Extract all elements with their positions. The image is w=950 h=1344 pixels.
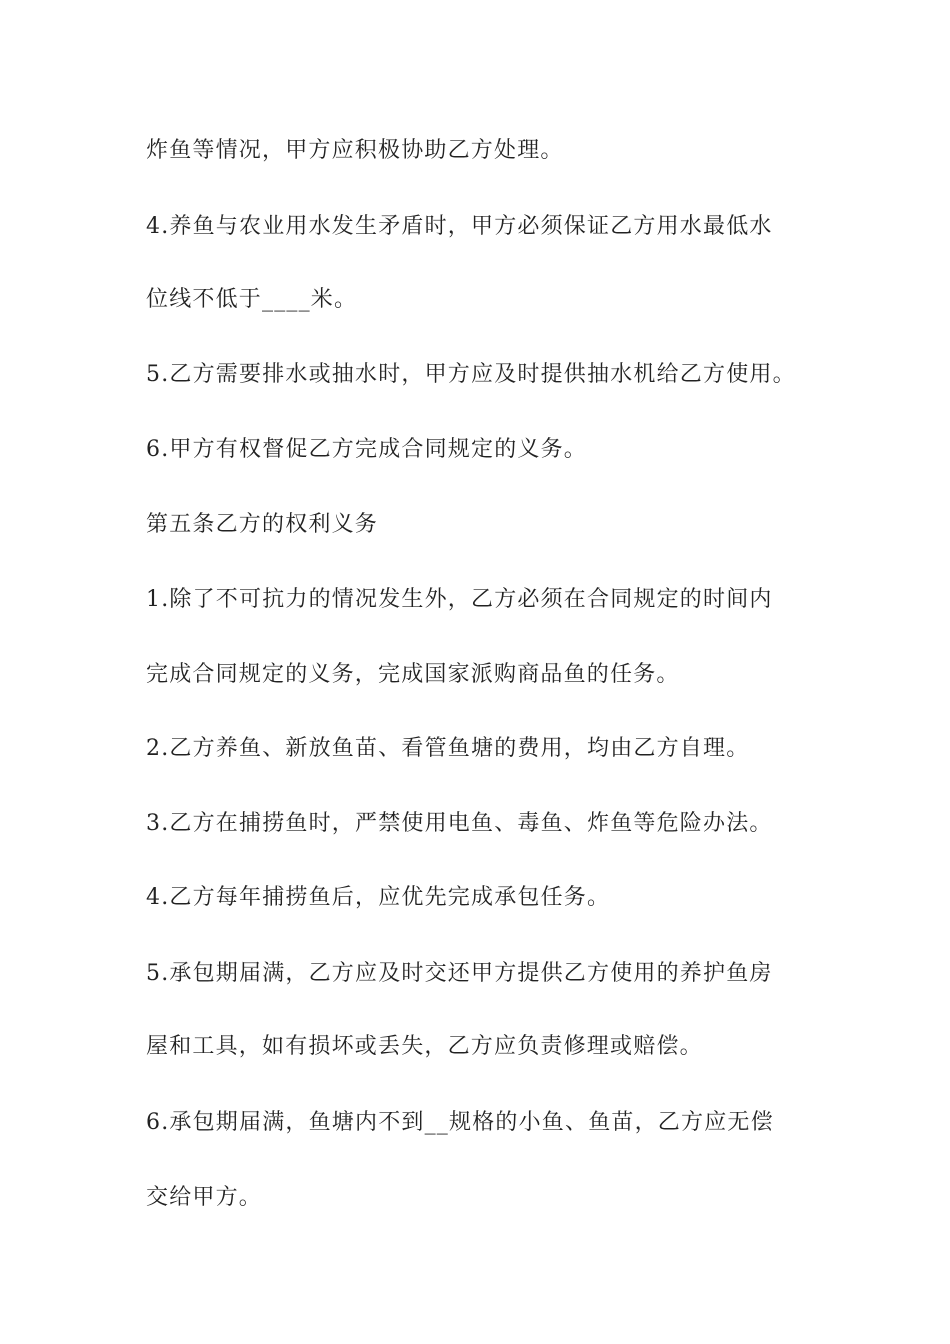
section-heading: 第五条乙方的权利义务	[146, 512, 379, 537]
text-line: 1.除了不可抗力的情况发生外，乙方必须在合同规定的时间内	[146, 587, 773, 612]
text-line: 完成合同规定的义务，完成国家派购商品鱼的任务。	[146, 662, 680, 687]
text-line: 5.乙方需要排水或抽水时，甲方应及时提供抽水机给乙方使用。	[146, 362, 796, 387]
text-line: 6.甲方有权督促乙方完成合同规定的义务。	[146, 437, 587, 462]
text-line: 交给甲方。	[146, 1185, 263, 1210]
text-line: 2.乙方养鱼、新放鱼苗、看管鱼塘的费用，均由乙方自理。	[146, 736, 750, 761]
text-line: 炸鱼等情况，甲方应积极协助乙方处理。	[146, 138, 564, 163]
text-line: 4.养鱼与农业用水发生矛盾时，甲方必须保证乙方用水最低水	[146, 214, 773, 239]
text-line: 4.乙方每年捕捞鱼后，应优先完成承包任务。	[146, 885, 611, 910]
text-line: 3.乙方在捕捞鱼时，严禁使用电鱼、毒鱼、炸鱼等危险办法。	[146, 811, 773, 836]
text-line: 位线不低于____米。	[146, 287, 358, 312]
text-line: 屋和工具，如有损坏或丢失，乙方应负责修理或赔偿。	[146, 1034, 703, 1059]
text-line: 5.承包期届满，乙方应及时交还甲方提供乙方使用的养护鱼房	[146, 961, 773, 986]
text-line: 6.承包期届满，鱼塘内不到__规格的小鱼、鱼苗，乙方应无偿	[146, 1110, 774, 1135]
